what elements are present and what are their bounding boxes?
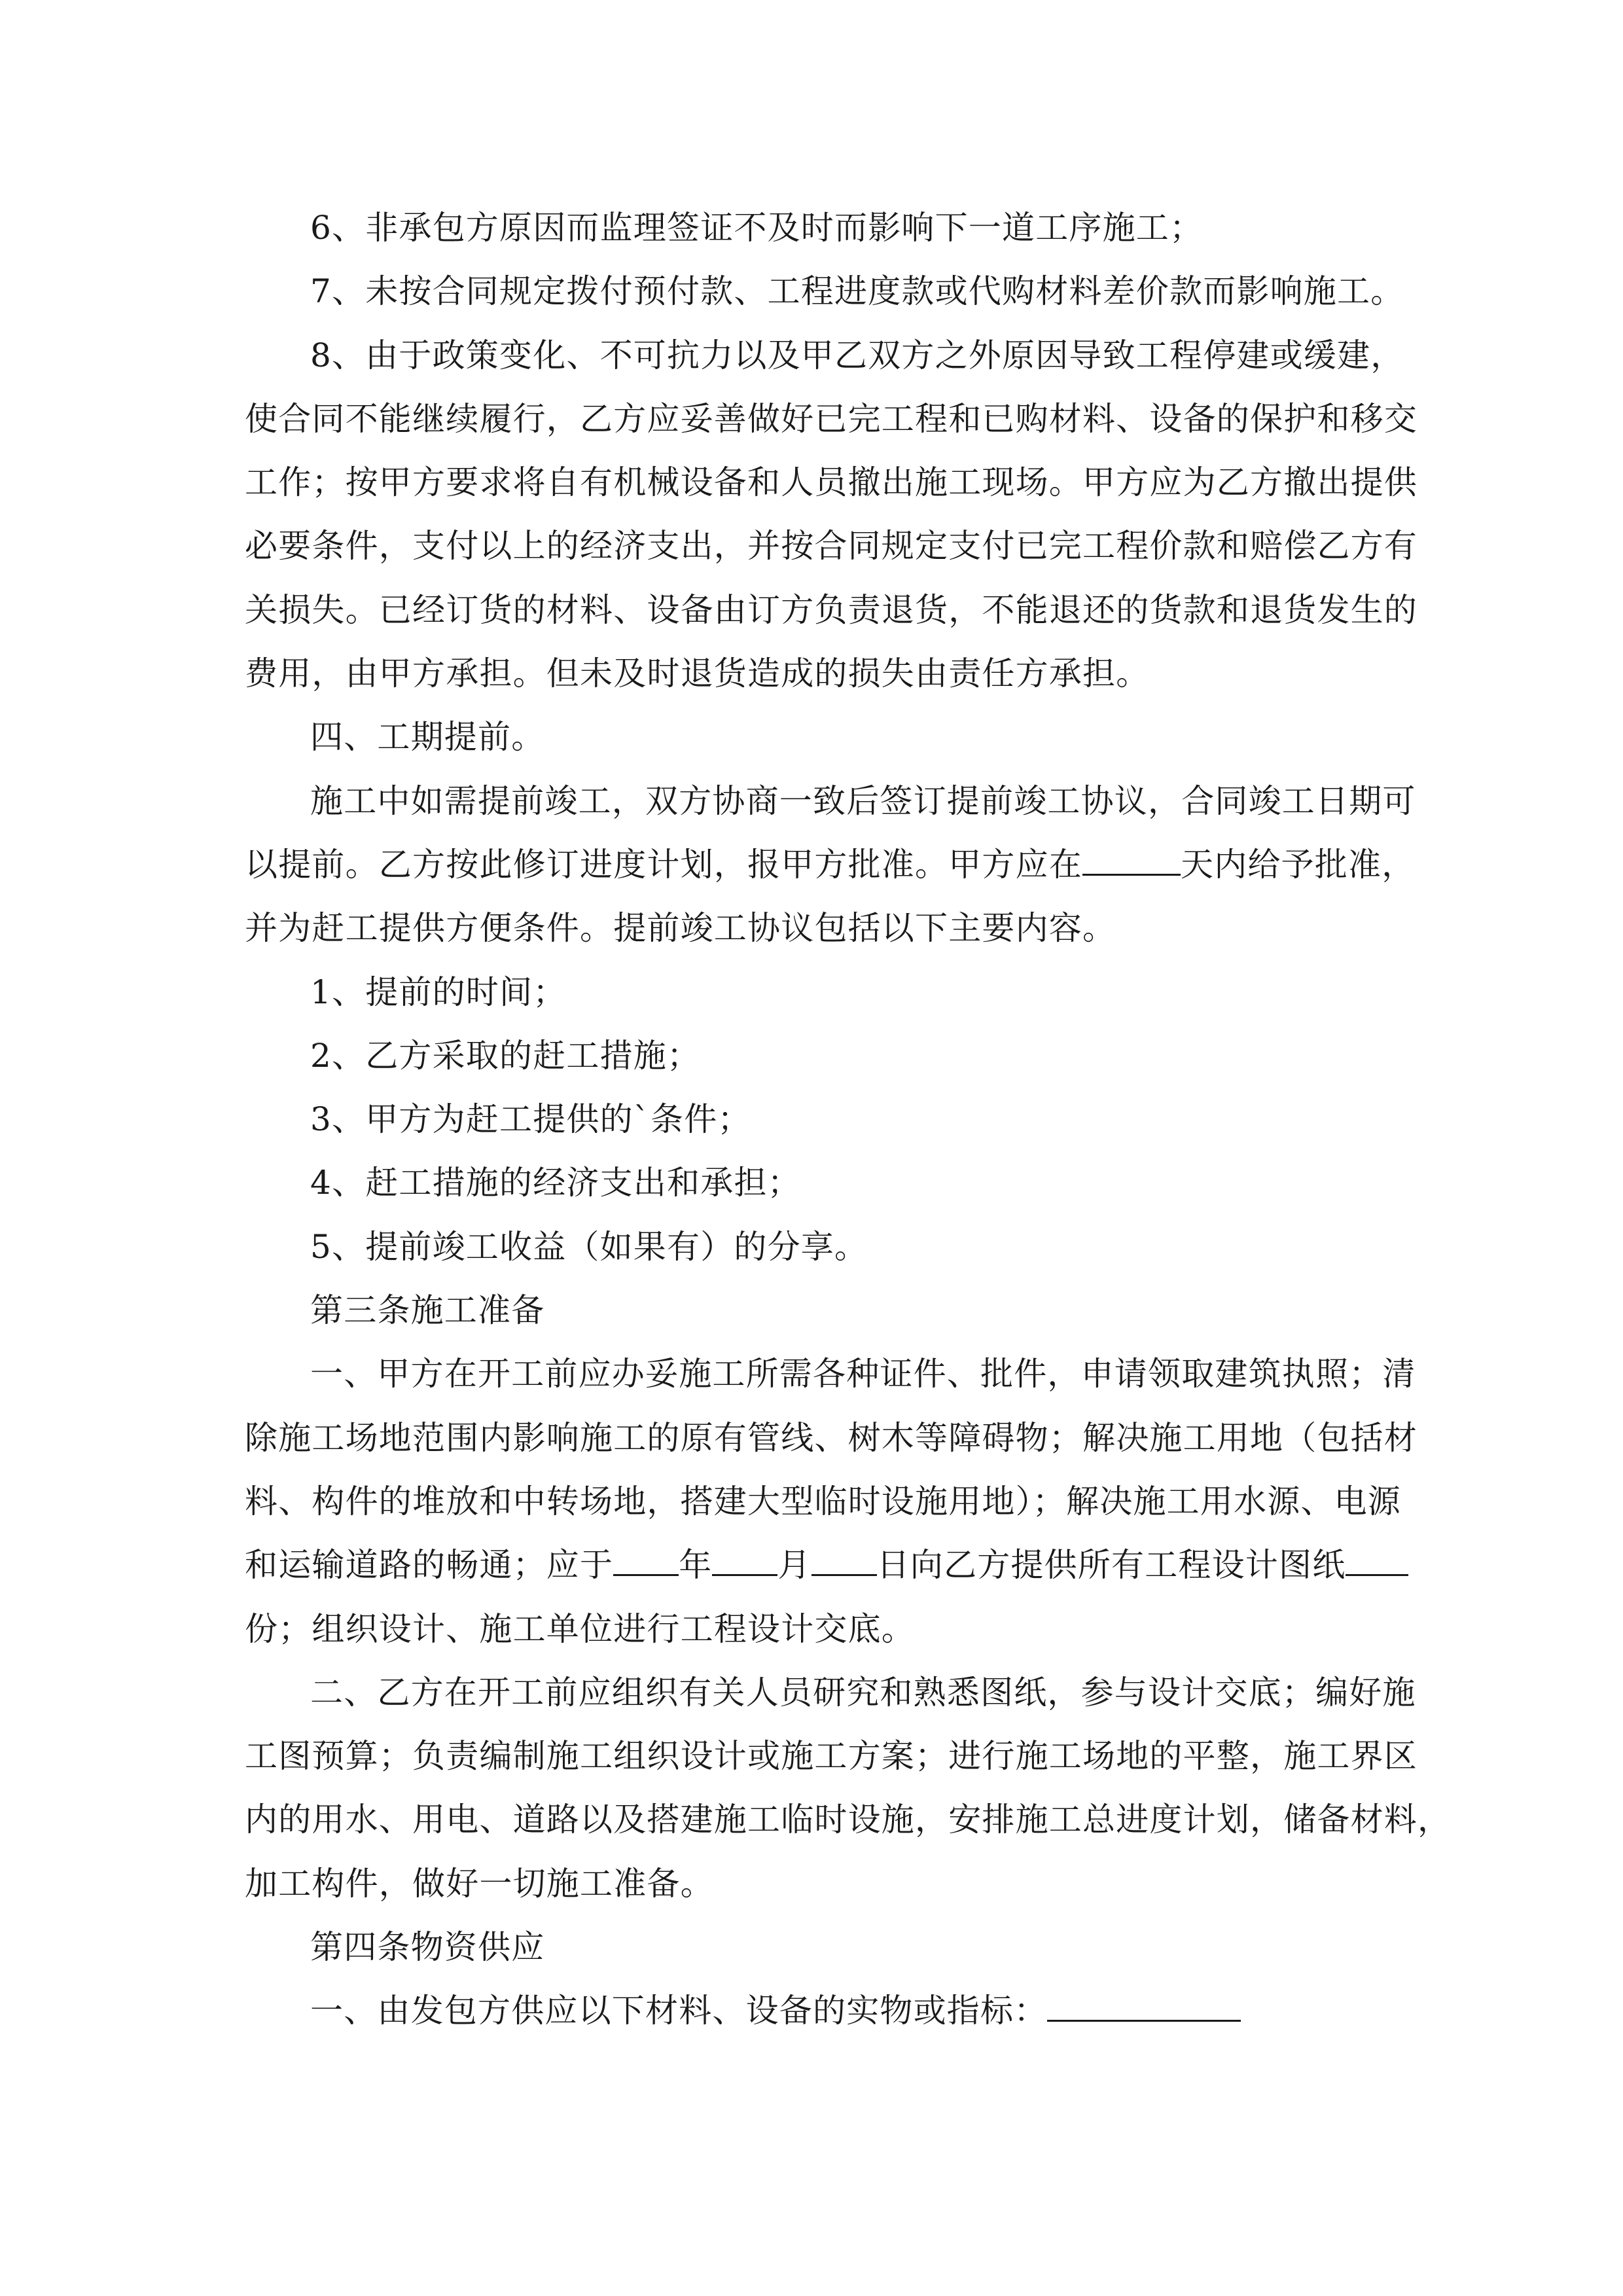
paragraph-line: 加工构件，做好一切施工准备。 bbox=[245, 1864, 714, 1903]
copies-blank[interactable] bbox=[1346, 1544, 1408, 1576]
approval-line bbox=[245, 833, 1416, 897]
list-item: 1、提前的时间； bbox=[310, 973, 567, 1011]
year-label: 年 bbox=[679, 1546, 713, 1585]
article-heading: 第四条物资供应 bbox=[310, 1928, 545, 1967]
paragraph-line: 使合同不能继续履行，乙方应妥善做好已完工程和已购材料、设备的保护和移交 bbox=[245, 399, 1418, 438]
list-item: 5、提前竣工收益（如果有）的分享。 bbox=[310, 1227, 868, 1266]
paragraph-line: 一、甲方在开工前应办妥施工所需各种证件、批件，申请领取建筑执照；清 bbox=[310, 1355, 1416, 1393]
paragraph-line: 并为赶工提供方便条件。提前竣工协议包括以下主要内容。 bbox=[245, 909, 1116, 948]
approval-text-before: 以提前。乙方按此修订进度计划，报甲方批准。甲方应在 bbox=[245, 845, 1082, 884]
supply-text: 一、由发包方供应以下材料、设备的实物或指标： bbox=[310, 1992, 1048, 2030]
copies-line: 份；组织设计、施工单位进行工程设计交底。 bbox=[245, 1609, 915, 1648]
drawings-text-1: 和运输道路的畅通；应于 bbox=[245, 1546, 614, 1585]
month-label: 月 bbox=[777, 1546, 812, 1585]
year-blank[interactable] bbox=[613, 1544, 679, 1576]
paragraph-line: 6、非承包方原因而监理签证不及时而影响下一道工序施工； bbox=[310, 209, 1204, 247]
paragraph-line: 工作；按甲方要求将自有机械设备和人员撤出施工现场。甲方应为乙方撤出提供 bbox=[245, 463, 1418, 502]
section-heading: 四、工期提前。 bbox=[310, 718, 545, 757]
drawings-text-2: 日向乙方提供所有工程设计图纸 bbox=[876, 1546, 1346, 1585]
list-item: 4、赶工措施的经济支出和承担； bbox=[310, 1164, 801, 1202]
paragraph-line: 内的用水、用电、道路以及搭建施工临时设施，安排施工总进度计划，储备材料， bbox=[245, 1801, 1452, 1839]
day-blank[interactable] bbox=[812, 1544, 877, 1576]
drawings-line bbox=[245, 1534, 1383, 1597]
document-page bbox=[245, 196, 1452, 2043]
paragraph-line: 7、未按合同规定拨付预付款、工程进度款或代购材料差价款而影响施工。 bbox=[310, 272, 1404, 311]
paragraph-line: 工图预算；负责编制施工组织设计或施工方案；进行施工场地的平整，施工界区 bbox=[245, 1737, 1418, 1776]
materials-blank[interactable] bbox=[1047, 1990, 1241, 2022]
article-heading: 第三条施工准备 bbox=[310, 1291, 545, 1330]
paragraph-line: 除施工场地范围内影响施工的原有管线、树木等障碍物；解决施工用地（包括材 bbox=[245, 1418, 1418, 1457]
paragraph-line: 关损失。已经订货的材料、设备由订方负责退货，不能退还的货款和退货发生的 bbox=[245, 590, 1418, 629]
paragraph-line: 施工中如需提前竣工，双方协商一致后签订提前竣工协议，合同竣工日期可 bbox=[310, 781, 1416, 820]
supply-line bbox=[245, 1979, 1383, 2043]
paragraph-line: 必要条件，支付以上的经济支出，并按合同规定支付已完工程价款和赔偿乙方有 bbox=[245, 527, 1418, 565]
paragraph-line: 料、构件的堆放和中转场地，搭建大型临时设施用地）；解决施工用水源、电源 bbox=[245, 1482, 1401, 1520]
list-item: 3、甲方为赶工提供的`条件； bbox=[310, 1100, 751, 1139]
month-blank[interactable] bbox=[712, 1544, 777, 1576]
paragraph-line: 二、乙方在开工前应组织有关人员研究和熟悉图纸，参与设计交底；编好施 bbox=[310, 1673, 1416, 1712]
approval-text-after: 天内给予批准， bbox=[1181, 845, 1416, 884]
paragraph-line: 8、由于政策变化、不可抗力以及甲乙双方之外原因导致工程停建或缓建， bbox=[310, 336, 1404, 374]
days-blank[interactable] bbox=[1082, 844, 1181, 876]
paragraph-line: 费用，由甲方承担。但未及时退货造成的损失由责任方承担。 bbox=[245, 655, 1150, 693]
list-item: 2、乙方采取的赶工措施； bbox=[310, 1036, 701, 1075]
